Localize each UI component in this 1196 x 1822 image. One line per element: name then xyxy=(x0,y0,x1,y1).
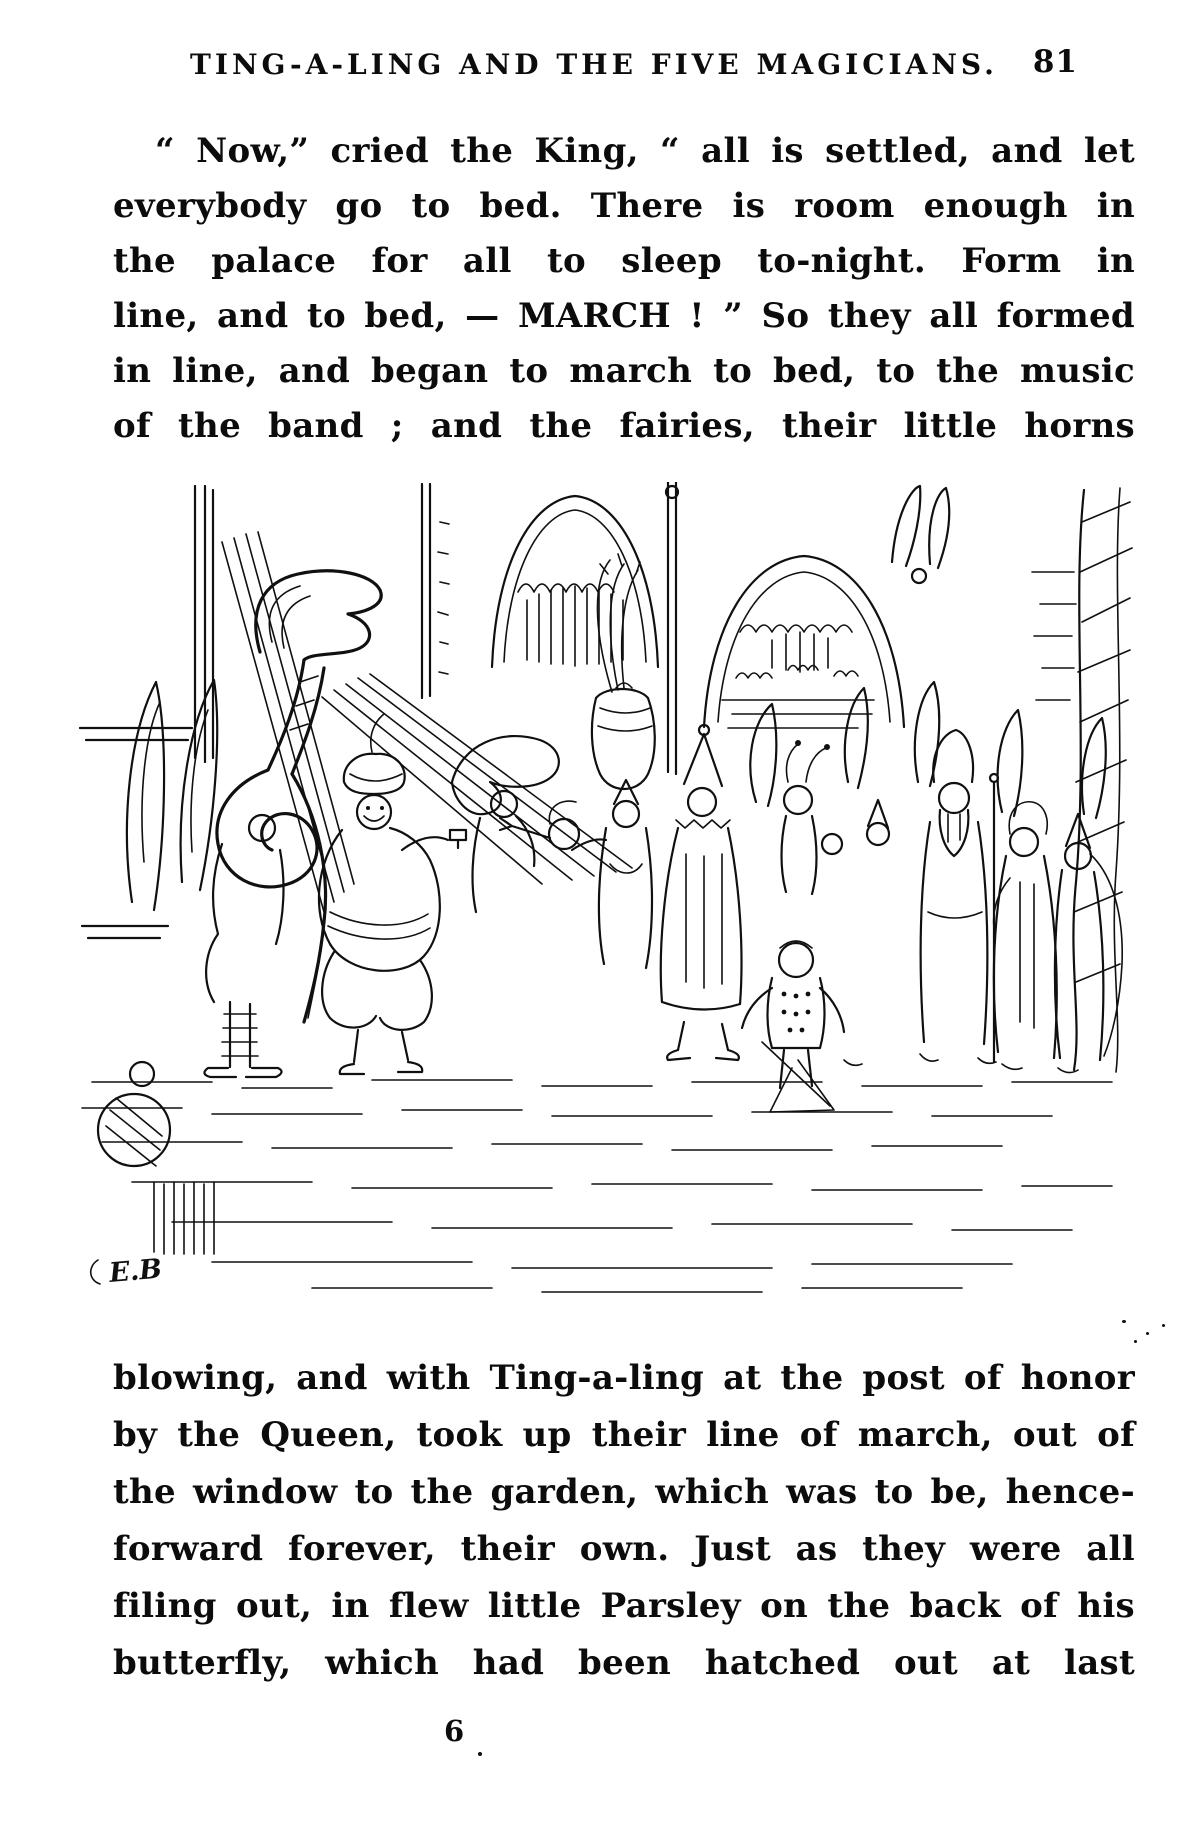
signature-mark: 6 xyxy=(444,1714,465,1748)
scan-speckle xyxy=(1122,1320,1126,1323)
scan-speckle xyxy=(478,1752,482,1756)
left-fairy-wings xyxy=(127,680,217,910)
marching-feet xyxy=(844,1054,1078,1073)
crowd-heads xyxy=(822,682,939,854)
text-line: the window to the garden, which was to be, hence- xyxy=(113,1472,1135,1512)
scan-speckle xyxy=(1162,1324,1165,1327)
text-line: butterfly, which had been hatched out at last xyxy=(113,1643,1135,1683)
vase-bearer xyxy=(592,554,655,968)
page-number: 81 xyxy=(1032,44,1078,80)
page-title: TING-A-LING AND THE FIVE MAGICIANS. xyxy=(190,48,998,81)
turbaned-dancer xyxy=(319,714,466,1074)
procession-engraving xyxy=(72,482,1138,1302)
ground-hatching xyxy=(82,1080,1112,1292)
text-line: the palace for all to sleep to-night. Form in xyxy=(113,241,1135,281)
text-line: by the Queen, took up their line of march, out of xyxy=(113,1415,1135,1455)
light-rays xyxy=(322,674,632,884)
paragraph-bottom xyxy=(113,1350,1135,1692)
text-line: forward forever, their own. Just as they were all xyxy=(113,1529,1135,1569)
butterfly-child xyxy=(750,704,830,894)
text-line: line, and to bed, — MARCH ! ” So they all formed xyxy=(113,296,1135,336)
drummer-figure xyxy=(98,1062,170,1166)
text-line: filing out, in flew little Parsley on the back of his xyxy=(113,1586,1135,1626)
artist-monogram xyxy=(91,1253,163,1289)
text-line: everybody go to bed. There is room enough in xyxy=(113,186,1135,226)
center-arch xyxy=(492,496,658,667)
clown-figure xyxy=(661,725,742,1060)
fairy-ladies xyxy=(994,710,1123,1060)
artist-monogram-text: E.B xyxy=(107,1253,164,1289)
text-line: of the band ; and the fairies, their little horns xyxy=(113,406,1135,446)
right-arch xyxy=(704,556,904,728)
scan-speckle xyxy=(1146,1332,1149,1335)
text-line: blowing, and with Ting-a-ling at the post of honor xyxy=(113,1358,1135,1398)
text-line: in line, and began to march to bed, to the music xyxy=(113,351,1135,391)
scan-speckle xyxy=(1134,1340,1137,1343)
horn-carrier xyxy=(204,815,283,1077)
giant-horn xyxy=(217,571,381,1022)
text-line: “ Now,” cried the King, “ all is settled, and let xyxy=(155,131,1135,171)
paragraph-top xyxy=(113,124,1135,454)
floppy-hat-figure xyxy=(452,736,559,912)
engraving-svg xyxy=(72,482,1138,1302)
triangle-boy xyxy=(742,941,844,1112)
fairy-top-right xyxy=(892,486,949,583)
